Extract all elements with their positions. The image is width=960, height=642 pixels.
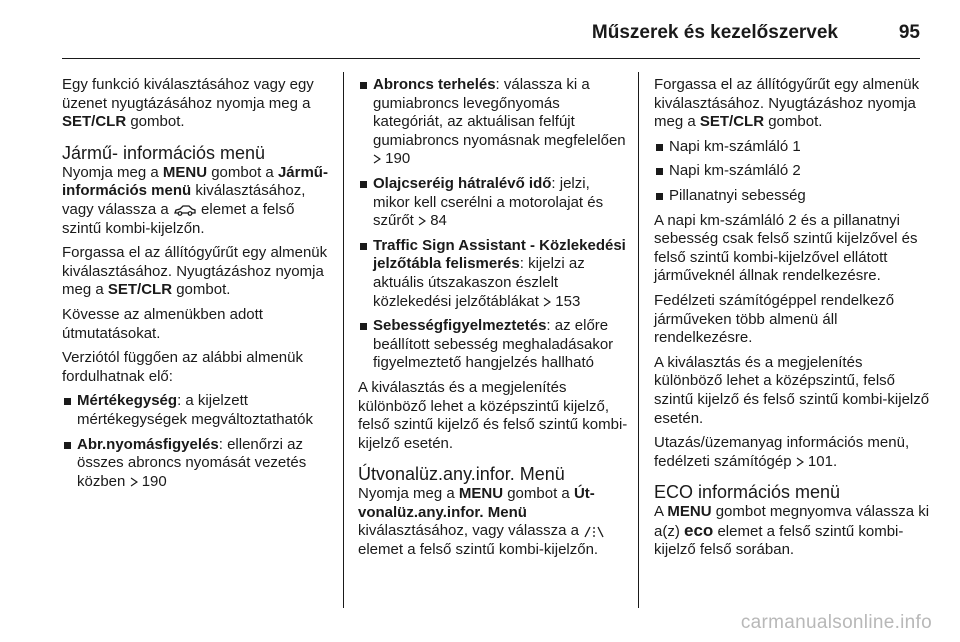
route-icon	[583, 526, 605, 538]
paragraph: Kövesse az almenükben adott útmutatásokat.	[62, 305, 263, 342]
paragraph: A kiválasztás és a megjelenítés különböző lehet a középszintű, felső szintű kijelző és felső szintű kombi-kijelző esetén.	[654, 353, 930, 427]
page-number: 95	[898, 22, 920, 43]
column-1	[62, 76, 334, 497]
list-item: Napi km-számláló 2	[654, 162, 930, 181]
page-reference-arrow-icon	[373, 154, 381, 164]
paragraph: Utazás/üzemanyag információs menü, fedélzeti számítógép 101.	[654, 434, 910, 470]
paragraph: Forgassa el az állítógyűrűt egy almenük kiválasztásához. Nyugtázáshoz nyomja meg a SET/CLR gombot.	[62, 244, 328, 299]
page-reference-arrow-icon	[130, 477, 138, 487]
list-item: Olajcseréig hátralévő idő: jelzi, mikor kell cserélni a motorolajat és szűrőt 84	[358, 175, 628, 231]
page-title: Műszerek és kezelőszervek	[591, 22, 838, 43]
paragraph: Nyomja meg a MENU gombot a Jármű- információs menü kiválasztásához, vagy válassza a elemet a felső szintű kombi-kijelzőn.	[62, 163, 328, 237]
list-item: Sebességfigyelmeztetés: az előre beállított sebesség meghaladásakor figyelmeztető hangjelzés hallható	[358, 317, 628, 373]
bullet-list	[62, 392, 334, 491]
column-2	[358, 76, 628, 566]
bullet-list	[358, 76, 628, 373]
column-divider-2	[638, 72, 639, 608]
paragraph: Egy funkció kiválasztásához vagy egy üzenet nyugtázásához nyomja meg a SET/CLR gombot.	[62, 76, 314, 131]
paragraph: Nyomja meg a MENU gombot a Út-vonalüz.any.infor. Menü kiválasztásához, vagy válassza a elemet a felső szintű kombi-kijelzőn.	[358, 485, 628, 559]
paragraph: Forgassa el az állítógyűrűt egy almenük kiválasztásához. Nyugtázáshoz nyomja meg a SET/CLR gombot.	[654, 76, 920, 131]
page-reference-arrow-icon	[418, 216, 426, 226]
section-heading: Jármű- információs menü	[62, 142, 266, 163]
paragraph: A napi km-számláló 2 és a pillanatnyi sebesség csak felső szintű kijelzővel és felső szintű kombi-kijelzővel ellátott járműveknél állnak rendelkezésre.	[654, 211, 918, 285]
car-icon	[173, 204, 197, 216]
eco-icon: eco	[684, 520, 714, 540]
paragraph: A kiválasztás és a megjelenítés különböző lehet a középszintű kijelző, felső szintű kijelző és felső szintű kombi-kijelző esetén.	[358, 378, 628, 452]
list-item: Napi km-számláló 1	[654, 138, 930, 157]
section-heading: Útvonalüz.any.infor. Menü	[358, 464, 565, 485]
header-rule	[62, 58, 920, 59]
paragraph: Fedélzeti számítógéppel rendelkező járműveken több almenü áll rendelkezésre.	[654, 291, 895, 347]
list-item: Mértékegység: a kijelzett mértékegységek megváltoztathatók	[62, 392, 334, 429]
list-item: Traffic Sign Assistant - Közlekedési jelzőtábla felismerés: kijelzi az aktuális útszakaszon észlelt közlekedési jelzőtáblákat 153	[358, 237, 628, 311]
page-reference-arrow-icon	[543, 297, 551, 307]
page-header	[62, 0, 920, 64]
list-item: Abroncs terhelés: válassza ki a gumiabroncs levegőnyomás kategóriát, az aktuálisan felfújt gumiabroncs nyomásnak megfelelően 190	[358, 76, 628, 169]
section-heading: ECO információs menü	[654, 482, 841, 503]
paragraph: Verziótól függően az alábbi almenük fordulhatnak elő:	[62, 349, 303, 385]
page-reference-arrow-icon	[796, 457, 804, 467]
bullet-list	[654, 138, 930, 206]
column-divider-1	[343, 72, 344, 608]
watermark: carmanualsonline.info	[740, 612, 932, 633]
column-3	[654, 76, 930, 566]
paragraph: A MENU gombot megnyomva válassza ki a(z) eco elemet a felső szintű kombi-kijelző felső sorában.	[654, 503, 930, 559]
list-item: Pillanatnyi sebesség	[654, 187, 930, 206]
list-item: Abr.nyomásfigyelés: ellenőrzi az összes abroncs nyomását vezetés közben 190	[62, 436, 334, 492]
